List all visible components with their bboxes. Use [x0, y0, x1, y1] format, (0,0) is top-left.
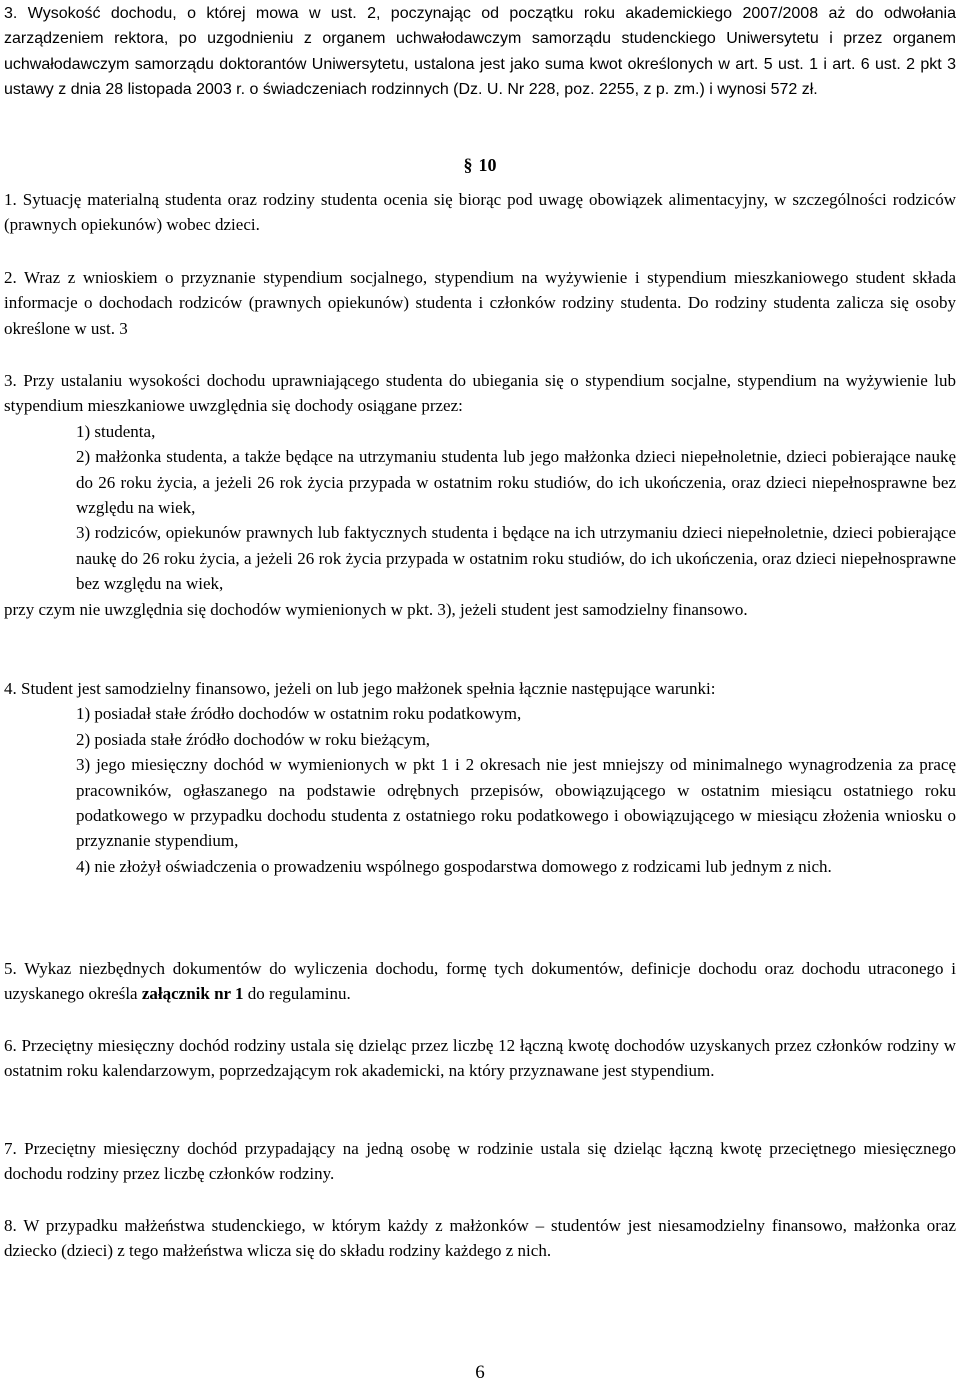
clause-text: 6. Przeciętny miesięczny dochód rodziny ustala się dzieląc przez liczbę 12 łączną kwotę dochodów uzyskanych przez członków rodziny w ostatnim roku kalendarzowym, poprzedzającym rok akademicki, na który przyznawane jest stypendium.	[4, 1036, 956, 1081]
paragraph-3-income-amount	[4, 1, 956, 103]
clause-intro: 3. Przy ustalaniu wysokości dochodu uprawniającego studenta do ubiegania się o stypendium socjalne, stypendium na wyżywienie lub stypendium mieszkaniowe uwzględnia się dochody osiągane przez:	[4, 371, 956, 416]
clause-7	[4, 1136, 956, 1187]
list-item: 4) nie złożył oświadczenia o prowadzeniu wspólnego gospodarstwa domowego z rodzicami lub jednym z nich.	[76, 856, 832, 876]
list-item: 3) jego miesięczny dochód w wymienionych w pkt 1 i 2 okresach nie jest mniejszy od minimalnego wynagrodzenia za pracę pracowników, ogłaszanego na podstawie odrębnych przepisów, obowiązującego w ostatnim miesiącu ostatniego roku podatkowego w przypadku dochodu studenta z ostatniego roku podatkowego i obowiązującego w miesiącu złożenia wniosku o przyznanie stypendium,	[76, 755, 956, 851]
clause-1	[4, 187, 956, 238]
clause-text	[4, 956, 956, 1007]
clause-text: 8. W przypadku małżeństwa studenckiego, w którym każdy z małżonków – studentów jest niesamodzielny finansowo, małżonka oraz dziecko (dzieci) z tego małżeństwa wlicza się do składu rodziny każdego z nich.	[4, 1216, 956, 1261]
clause-3	[4, 368, 956, 622]
list-item: 2) małżonka studenta, a także będące na utrzymaniu studenta lub jego małżonka dzieci niepełnoletnie, dzieci pobierające naukę do 26 roku życia, a jeżeli 26 rok życia przypada w ostatnim roku studiów, do ich ukończenia, oraz dzieci niepełnosprawne bez względu na wiek,	[76, 447, 956, 518]
clause-text-after: do regulaminu.	[243, 984, 351, 1004]
list-item: 1) studenta,	[76, 421, 156, 441]
clause-6	[4, 1033, 956, 1084]
section-sign: §	[463, 155, 473, 175]
clause-8	[4, 1213, 956, 1264]
clause-outro: przy czym nie uwzględnia się dochodów wymienionych w pkt. 3), jeżeli student jest samodzielny finansowo.	[4, 599, 748, 619]
paragraph-text: 3. Wysokość dochodu, o której mowa w ust. 2, poczynając od początku roku akademickiego 2007/2008 aż do odwołania zarządzeniem rektora, po uzgodnieniu z organem uchwałodawczym samorządu studenckiego Uniwersytetu i przez organem uchwałodawczym samorządu doktorantów Uniwersytetu, ustalona jest jako suma kwot określonych w art. 5 ust. 1 i art. 6 ust. 2 pkt 3 ustawy z dnia 28 listopada 2003 r. o świadczeniach rodzinnych (Dz. U. Nr 228, poz. 2255, z p. zm.) i wynosi 572 zł.	[4, 5, 956, 99]
clause-2	[4, 265, 956, 341]
list-item: 1) posiadał stałe źródło dochodów w ostatnim roku podatkowym,	[76, 704, 522, 724]
clause-text: 1. Sytuację materialną studenta oraz rodziny studenta ocenia się biorąc pod uwagę obowiązek alimentacyjny, w szczególności rodziców (prawnych opiekunów) wobec dzieci.	[4, 190, 956, 235]
clause-intro: 4. Student jest samodzielny finansowo, jeżeli on lub jego małżonek spełnia łącznie następujące warunki:	[4, 679, 716, 698]
section-heading	[0, 153, 960, 178]
clause-5	[4, 956, 956, 1007]
clause-text: 7. Przeciętny miesięczny dochód przypadający na jedną osobę w rodzinie ustala się dzieląc łączną kwotę przeciętnego miesięcznego dochodu rodziny przez liczbę członków rodziny.	[4, 1139, 956, 1184]
clause-text: 2. Wraz z wnioskiem o przyznanie stypendium socjalnego, stypendium na wyżywienie i stypendium mieszkaniowego student składa informacje o dochodach rodziców (prawnych opiekunów) studenta i członków rodziny studenta. Do rodziny studenta zalicza się osoby określone w ust. 3	[4, 268, 956, 338]
clause-text-before: 5. Wykaz niezbędnych dokumentów do wyliczenia dochodu, formę tych dokumentów, definicje dochodu oraz dochodu utraconego i uzyskanego określa	[4, 959, 956, 1004]
list-item: 3) rodziców, opiekunów prawnych lub faktycznych studenta i będące na ich utrzymaniu dzieci niepełnoletnie, dzieci pobierające naukę do 26 roku życia, a jeżeli 26 rok życia przypada w ostatnim roku studiów, do ich ukończenia, oraz dzieci niepełnosprawne bez względu na wiek,	[76, 523, 956, 594]
section-number: 10	[478, 155, 497, 175]
list-item: 2) posiada stałe źródło dochodów w roku bieżącym,	[76, 729, 431, 749]
clause-4	[4, 676, 956, 879]
attachment-reference: załącznik nr 1	[141, 984, 244, 1004]
page-number: 6	[475, 1362, 485, 1383]
